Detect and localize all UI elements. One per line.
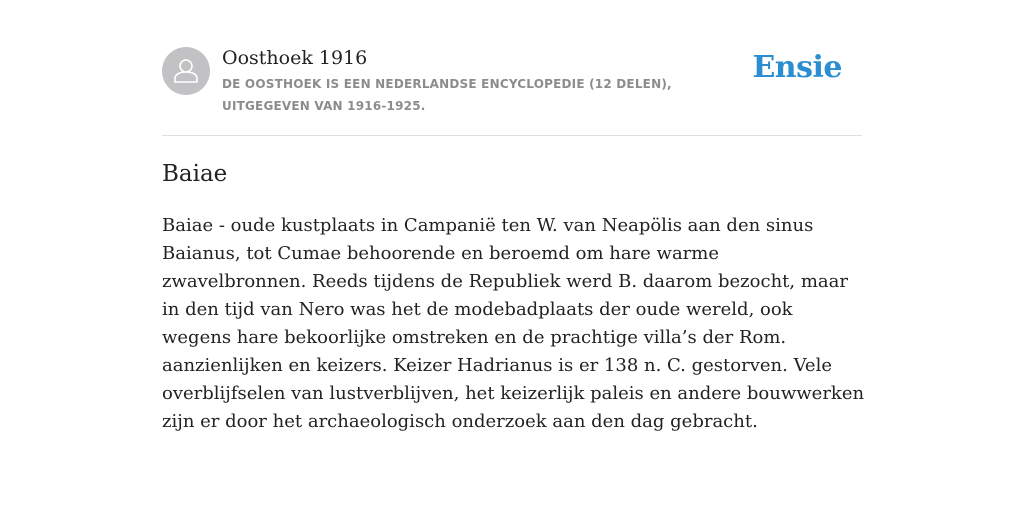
article-body: Baiae - oude kustplaats in Campanië ten W. van Neapölis aan den sinus Baianus, tot Cumae behoorende en beroemd om hare warme zwavelbronnen. Reeds tijdens de Republiek werd B. daarom bezocht, maar in den tijd van Nero was het de modebadplaats der oude wereld, ook wegens hare bekoorlijke omstreken en de prachtige villa’s der Rom. aanzienlijken en keizers. Keizer Hadrianus is er 138 n. C. gestorven. Vele overblijfselen van lustverblijven, het keizerlijk paleis en andere bouwwerken zijn er door het archaeologisch onderzoek aan den dag gebracht.	[162, 215, 865, 432]
source-header	[162, 46, 862, 116]
divider	[162, 135, 862, 136]
source-title[interactable]: Oosthoek 1916	[222, 47, 368, 69]
brand-logo[interactable]: Ensie	[752, 50, 842, 85]
user-avatar-icon[interactable]	[162, 47, 210, 95]
article-title: Baiae	[162, 161, 228, 187]
source-description: DE OOSTHOEK IS EEN NEDERLANDSE ENCYCLOPEDIE (12 DELEN), UITGEGEVEN VAN 1916-1925.	[222, 77, 672, 113]
